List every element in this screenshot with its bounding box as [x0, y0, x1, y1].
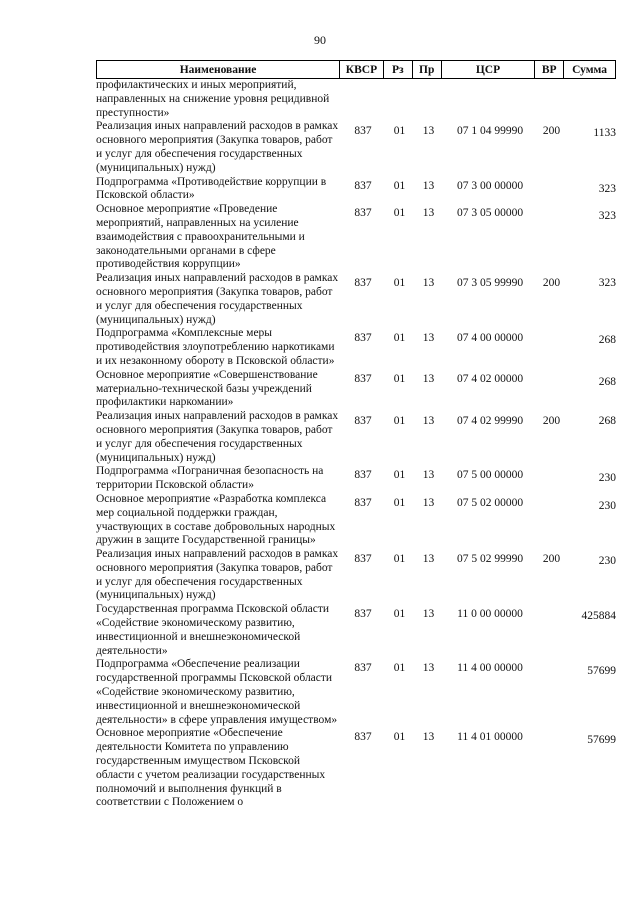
table-row	[96, 465, 616, 493]
row-csr: 11 0 00 00000	[457, 608, 523, 621]
header-rz: Рз	[383, 61, 412, 78]
row-rz: 01	[393, 608, 406, 621]
row-name: Реализация иных направлений расходов в рамках основного мероприятия (Закупка товаров, работ и услуг для обеспечения государственных (муниципальных) нужд)	[96, 548, 339, 602]
row-rz: 01	[393, 332, 406, 345]
row-vr	[537, 79, 566, 120]
table-body	[96, 79, 616, 810]
header-sum: Сумма	[563, 61, 615, 78]
row-csr: 07 3 00 00000	[456, 179, 524, 192]
row-rz: 01	[393, 277, 406, 290]
row-pr: 13	[422, 553, 435, 566]
row-sum: 425884	[581, 610, 616, 623]
row-vr: 200	[542, 125, 561, 138]
row-kvsr: 837	[354, 332, 372, 345]
row-name: Основное мероприятие «Совершенствование материально-технической базы учреждений профилактики наркомании»	[96, 368, 318, 409]
row-pr: 13	[422, 731, 435, 744]
row-vr	[537, 369, 566, 410]
row-kvsr: 837	[354, 469, 372, 482]
row-name: Реализация иных направлений расходов в рамках основного мероприятия (Закупка товаров, работ и услуг для обеспечения государственных (муниципальных) нужд)	[96, 272, 339, 326]
row-rz: 01	[393, 469, 406, 482]
row-name: Реализация иных направлений расходов в рамках основного мероприятия (Закупка товаров, работ и услуг для обеспечения государственных (муниципальных) нужд)	[96, 120, 339, 174]
row-vr	[537, 493, 566, 548]
row-vr: 200	[542, 415, 561, 428]
row-rz: 01	[393, 372, 406, 385]
row-name: Подпрограмма «Пограничная безопасность на территории Псковской области»	[96, 465, 324, 492]
row-csr: 07 4 02 00000	[456, 372, 524, 385]
row-csr: 11 4 00 00000	[457, 662, 523, 675]
row-kvsr: 837	[354, 207, 372, 220]
row-sum: 230	[598, 499, 616, 512]
row-rz: 01	[393, 415, 406, 428]
row-rz: 01	[393, 496, 406, 509]
header-kvsr: КВСР	[339, 61, 383, 78]
row-name: Основное мероприятие «Разработка комплекса мер социальной поддержки граждан, участвующих в составе добровольных народных дружин в защите Государственной границы»	[96, 492, 336, 547]
row-csr: 07 5 02 99990	[456, 553, 524, 566]
row-vr	[537, 465, 566, 493]
header-name: Наименование	[179, 63, 257, 76]
table-row	[96, 369, 616, 410]
row-kvsr: 837	[354, 553, 372, 566]
table-row	[96, 327, 616, 368]
row-sum: 57699	[587, 734, 616, 747]
row-vr	[537, 658, 566, 727]
row-csr	[443, 79, 537, 120]
row-rz: 01	[393, 662, 406, 675]
row-csr: 07 3 05 00000	[456, 207, 524, 220]
row-kvsr: 837	[354, 372, 372, 385]
table-row	[96, 176, 616, 204]
row-kvsr: 837	[354, 277, 372, 290]
row-sum	[566, 79, 616, 120]
table-row	[96, 203, 616, 272]
table-header	[96, 60, 616, 79]
row-rz: 01	[393, 553, 406, 566]
row-name: Подпрограмма «Обеспечение реализации государственной программы Псковской области «Содействие экономическому развитию, инвестиционной и внешнеэкономической деятельности» в сфере управления имуществом»	[96, 658, 338, 726]
row-sum: 230	[598, 472, 616, 485]
row-rz: 01	[393, 731, 406, 744]
row-pr: 13	[422, 372, 435, 385]
row-sum: 268	[598, 334, 616, 347]
row-kvsr: 837	[354, 608, 372, 621]
row-kvsr: 837	[354, 415, 372, 428]
header-pr: Пр	[412, 61, 441, 78]
row-sum: 1133	[593, 127, 616, 140]
row-sum: 268	[598, 415, 616, 428]
row-rz: 01	[393, 125, 406, 138]
row-pr: 13	[422, 179, 435, 192]
header-vr: ВР	[534, 61, 563, 78]
row-pr: 13	[422, 608, 435, 621]
table-row	[96, 603, 616, 658]
row-csr: 07 3 05 99990	[456, 277, 524, 290]
row-sum: 230	[598, 555, 616, 568]
row-vr	[537, 176, 566, 204]
row-kvsr	[341, 79, 385, 120]
row-pr: 13	[422, 332, 435, 345]
page-number: 90	[314, 33, 326, 47]
header-csr: ЦСР	[441, 61, 535, 78]
row-pr	[414, 79, 443, 120]
row-csr: 07 5 02 00000	[456, 496, 524, 509]
row-vr	[537, 727, 566, 810]
row-vr	[537, 603, 566, 658]
row-kvsr: 837	[354, 731, 372, 744]
budget-table	[96, 60, 616, 810]
row-name: профилактических и иных мероприятий, направленных на снижение уровня рецидивной преступности»	[96, 79, 330, 119]
row-vr	[537, 327, 566, 368]
table-row	[96, 727, 616, 810]
row-csr: 07 4 00 00000	[456, 332, 524, 345]
row-sum: 268	[598, 375, 616, 388]
table-row	[96, 410, 616, 465]
row-name: Государственная программа Псковской области «Содействие экономическому развитию, инвестиционной и внешнеэкономической деятельности»	[96, 603, 330, 657]
row-name: Реализация иных направлений расходов в рамках основного мероприятия (Закупка товаров, работ и услуг для обеспечения государственных (муниципальных) нужд)	[96, 410, 339, 464]
row-rz: 01	[393, 207, 406, 220]
row-kvsr: 837	[354, 496, 372, 509]
table-row	[96, 658, 616, 727]
row-pr: 13	[422, 469, 435, 482]
row-rz	[385, 79, 414, 120]
row-kvsr: 837	[354, 662, 372, 675]
row-sum: 57699	[587, 665, 616, 678]
row-sum: 323	[598, 210, 616, 223]
row-pr: 13	[422, 496, 435, 509]
row-csr: 07 5 00 00000	[456, 469, 524, 482]
table-row	[96, 272, 616, 327]
row-vr: 200	[542, 277, 561, 290]
row-pr: 13	[422, 662, 435, 675]
row-name: Подпрограмма «Комплексные меры противодействия злоупотреблению наркотиками и их незаконному обороту в Псковской области»	[96, 327, 335, 367]
row-pr: 13	[422, 207, 435, 220]
row-name: Основное мероприятие «Проведение мероприятий, направленных на усиление взаимодействия с правоохранительными и законодательными органами в сфере противодействия коррупции»	[96, 203, 305, 271]
table-row	[96, 79, 616, 120]
row-pr: 13	[422, 415, 435, 428]
row-csr: 11 4 01 00000	[457, 731, 523, 744]
row-sum: 323	[598, 277, 616, 290]
row-name: Основное мероприятие «Обеспечение деятельности Комитета по управлению государственным имуществом Псковской области с учетом реализации государственных полномочий и выполнения функций в соответствии с Положением о	[96, 727, 326, 809]
table-row	[96, 120, 616, 175]
row-rz: 01	[393, 179, 406, 192]
row-name: Подпрограмма «Противодействие коррупции в Псковской области»	[96, 175, 327, 202]
row-vr	[537, 203, 566, 272]
row-vr: 200	[542, 553, 561, 566]
table-row	[96, 548, 616, 603]
row-csr: 07 1 04 99990	[456, 125, 524, 138]
row-kvsr: 837	[354, 125, 372, 138]
row-sum: 323	[598, 182, 616, 195]
row-csr: 07 4 02 99990	[456, 415, 524, 428]
row-kvsr: 837	[354, 179, 372, 192]
table-row	[96, 493, 616, 548]
row-pr: 13	[422, 125, 435, 138]
row-pr: 13	[422, 277, 435, 290]
